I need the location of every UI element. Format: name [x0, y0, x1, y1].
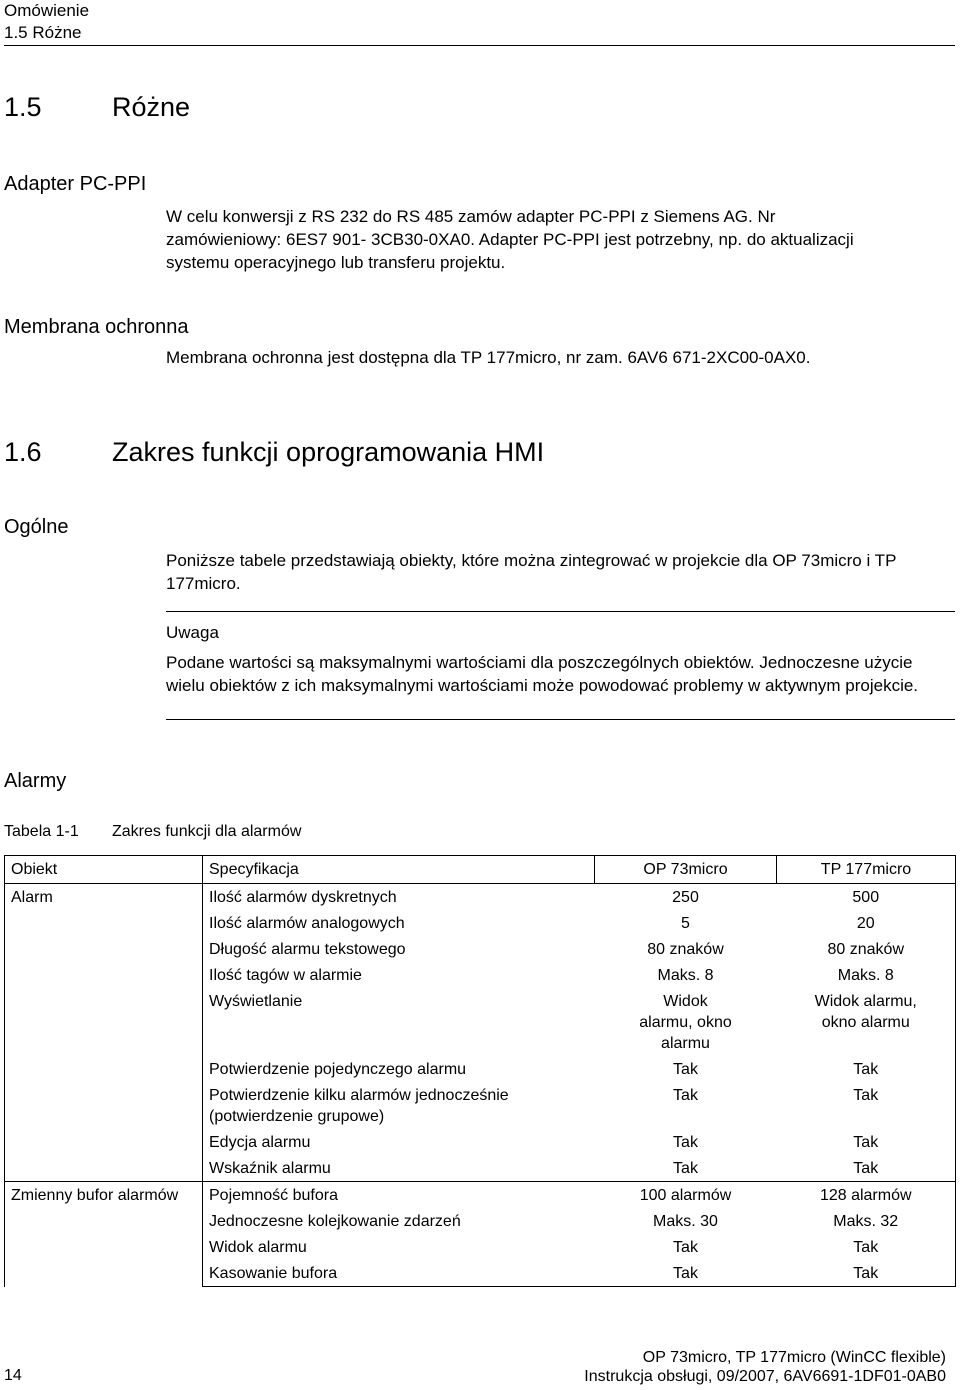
tp177-cell: Tak — [777, 1155, 956, 1182]
section-1-6-title: Zakres funkcji oprogramowania HMI — [112, 437, 545, 467]
adapter-paragraph: W celu konwersji z RS 232 do RS 485 zamów adapter PC-PPI z Siemens AG. Nr zamówieniowy: 6ES7 901- 3CB30-0XA0. Adapter PC-PPI jest potrzebny, np. do aktualizacji systemu operacyjnego lub transferu projektu. — [166, 207, 854, 272]
spec-cell: Wskaźnik alarmu — [209, 1160, 331, 1177]
header-tp177: TP 177micro — [777, 856, 956, 884]
op73-cell: Tak — [673, 1239, 698, 1256]
op73-cell: 250 — [595, 884, 777, 911]
table-header-row — [5, 856, 956, 884]
op73-cell: 100 alarmów — [595, 1182, 777, 1209]
spec-cell: Wyświetlanie — [209, 993, 303, 1010]
spec-cell: Długość alarmu tekstowego — [209, 941, 406, 958]
op73-cell: Maks. 8 — [657, 967, 714, 984]
spec-cell: Potwierdzenie kilku alarmów jednocześnie (potwierdzenie grupowe) — [209, 1087, 509, 1125]
op73-cell: 80 znaków — [647, 941, 724, 958]
adapter-heading: Adapter PC-PPI — [4, 173, 147, 195]
tp177-cell: Tak — [777, 1056, 956, 1082]
spec-cell: Ilość tagów w alarmie — [209, 967, 362, 984]
alarmy-heading: Alarmy — [4, 770, 67, 792]
object-cell: Zmienny bufor alarmów — [5, 1182, 203, 1287]
page-number: 14 — [4, 1367, 22, 1384]
tp177-cell: Maks. 32 — [777, 1208, 956, 1234]
spec-cell: Ilość alarmów analogowych — [209, 915, 405, 932]
spec-cell: Ilość alarmów dyskretnych — [203, 884, 595, 911]
tp177-cell: 20 — [777, 910, 956, 936]
spec-cell: Kasowanie bufora — [203, 1260, 595, 1287]
object-cell: Alarm — [5, 884, 203, 1182]
alarm-function-table — [4, 855, 956, 1287]
header-object: Obiekt — [5, 856, 203, 884]
spec-cell: Jednoczesne kolejkowanie zdarzeń — [209, 1213, 461, 1230]
tp177-cell: 80 znaków — [777, 936, 956, 962]
footer-product: OP 73micro, TP 177micro (WinCC flexible) — [642, 1349, 946, 1366]
running-header-chapter: Omówienie — [4, 1, 90, 20]
note-title: Uwaga — [166, 623, 219, 642]
spec-cell: Edycja alarmu — [209, 1134, 311, 1151]
membrana-paragraph: Membrana ochronna jest dostępna dla TP 177micro, nr zam. 6AV6 671-2XC00-0AX0. — [166, 348, 811, 367]
tp177-cell: Tak — [777, 1234, 956, 1260]
note-text: Podane wartości są maksymalnymi wartościami dla poszczególnych obiektów. Jednoczesne użycie wielu obiektów z ich maksymalnymi wartościami może powodować problemy w aktywnym projekcie. — [166, 653, 919, 695]
ogolne-heading: Ogólne — [4, 516, 69, 538]
spec-cell: Potwierdzenie pojedynczego alarmu — [209, 1061, 467, 1078]
tp177-cell: Tak — [777, 1260, 956, 1287]
section-1-5-number: 1.5 — [4, 92, 42, 122]
membrana-heading: Membrana ochronna — [4, 316, 189, 338]
section-1-6-number: 1.6 — [4, 437, 42, 467]
spec-cell: Widok alarmu — [209, 1239, 307, 1256]
op73-cell: Widok alarmu, okno alarmu — [639, 993, 732, 1052]
op73-cell: Tak — [673, 1087, 698, 1104]
op73-cell: Tak — [673, 1061, 698, 1078]
op73-cell: Tak — [595, 1260, 777, 1287]
tp177-cell: Maks. 8 — [777, 962, 956, 988]
op73-cell: Maks. 30 — [653, 1213, 718, 1230]
footer-doc: Instrukcja obsługi, 09/2007, 6AV6691-1DF01-0AB0 — [584, 1368, 946, 1385]
tp177-cell: 500 — [777, 884, 956, 911]
tp177-cell: Tak — [777, 1082, 956, 1129]
table-row — [5, 1182, 956, 1209]
op73-cell: Tak — [673, 1134, 698, 1151]
header-rule — [4, 45, 955, 46]
table-row — [5, 884, 956, 911]
section-1-5-title: Różne — [112, 92, 191, 122]
ogolne-paragraph: Poniższe tabele przedstawiają obiekty, które można zintegrować w projekcie dla OP 73micro i TP 177micro. — [166, 551, 897, 593]
table-number: Tabela 1-1 — [4, 823, 79, 840]
op73-cell: Tak — [673, 1160, 698, 1177]
header-spec: Specyfikacja — [203, 856, 595, 884]
note-top-rule — [166, 611, 955, 612]
running-header-section: 1.5 Różne — [4, 23, 82, 42]
note-bottom-rule — [166, 719, 955, 720]
table-caption: Zakres funkcji dla alarmów — [112, 823, 302, 840]
spec-cell: Pojemność bufora — [203, 1182, 595, 1209]
op73-cell: 5 — [681, 915, 690, 932]
tp177-cell: Widok alarmu, okno alarmu — [777, 988, 956, 1056]
header-op73: OP 73micro — [595, 856, 777, 884]
tp177-cell: 128 alarmów — [777, 1182, 956, 1209]
tp177-cell: Tak — [777, 1129, 956, 1155]
